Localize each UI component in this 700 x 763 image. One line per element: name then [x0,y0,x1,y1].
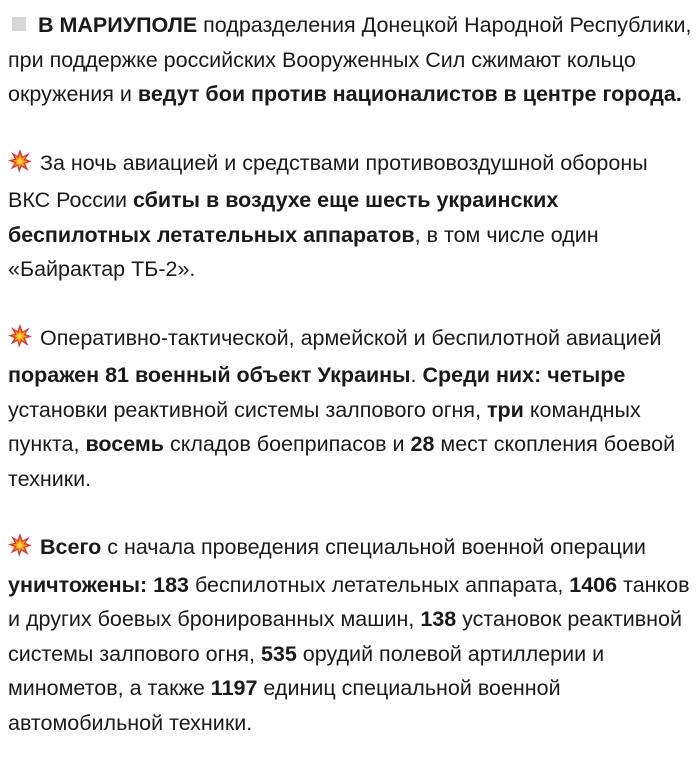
collision-icon [8,324,32,359]
paragraph-strikes [8,321,694,497]
text-segment: подразделения Донецкой Народной Республики, при поддержке российских Вооруженных Сил сжимают кольцо окружения и [8,13,692,106]
text-segment: беспилотных летательных аппарата, [189,572,570,597]
paragraph-totals [8,530,694,740]
text-segment: с начала проведения специальной военной операции [101,535,646,559]
collision-icon [8,149,32,184]
paragraph-mariupol [8,8,694,112]
text-segment: 1406 [569,572,618,597]
text-segment: Оперативно-тактической, армейской и беспилотной авиацией [40,325,662,350]
text-segment: В МАРИУПОЛЕ [38,13,198,37]
text-segment: 535 [260,641,297,666]
text-segment: единиц специальной военной автомобильной техники. [8,676,561,735]
text-segment: установок реактивной системы залпового огня, [8,607,682,666]
text-segment: 138 [420,607,457,631]
paragraph-air-defense [8,146,694,287]
collision-icon [8,533,32,568]
text-segment: установки реактивной системы залпового огня, [8,397,488,422]
text-segment: восемь [85,432,164,456]
text-segment: три [487,397,524,422]
text-segment: Среди них: четыре [422,363,626,387]
text-segment: Всего [40,535,102,559]
text-segment: сбиты в воздухе еще шесть украинских беспилотных летательных аппаратов [8,188,559,247]
text-segment: складов боеприпасов и [163,432,411,456]
text-segment: командных пункта, [8,397,641,456]
square-bullet-icon [12,17,26,31]
text-segment: уничтожены: 183 [8,572,190,597]
text-segment: , в том числе один «Байрактар ТБ-2». [8,222,599,281]
text-segment: орудий полевой артиллерии и минометов, а также [8,641,605,700]
text-segment: ведут бои против националистов в центре города. [137,82,682,106]
text-segment: . [410,363,423,387]
text-segment: мест скопления боевой техники. [8,432,676,491]
text-segment: За ночь авиацией и средствами противовоздушной обороны ВКС России [8,150,648,212]
text-segment: танков и других боевых бронированных машин, [8,572,690,631]
text-segment: поражен 81 военный объект Украины [8,363,411,387]
text-segment: 1197 [210,676,258,700]
text-segment: 28 [410,432,435,456]
